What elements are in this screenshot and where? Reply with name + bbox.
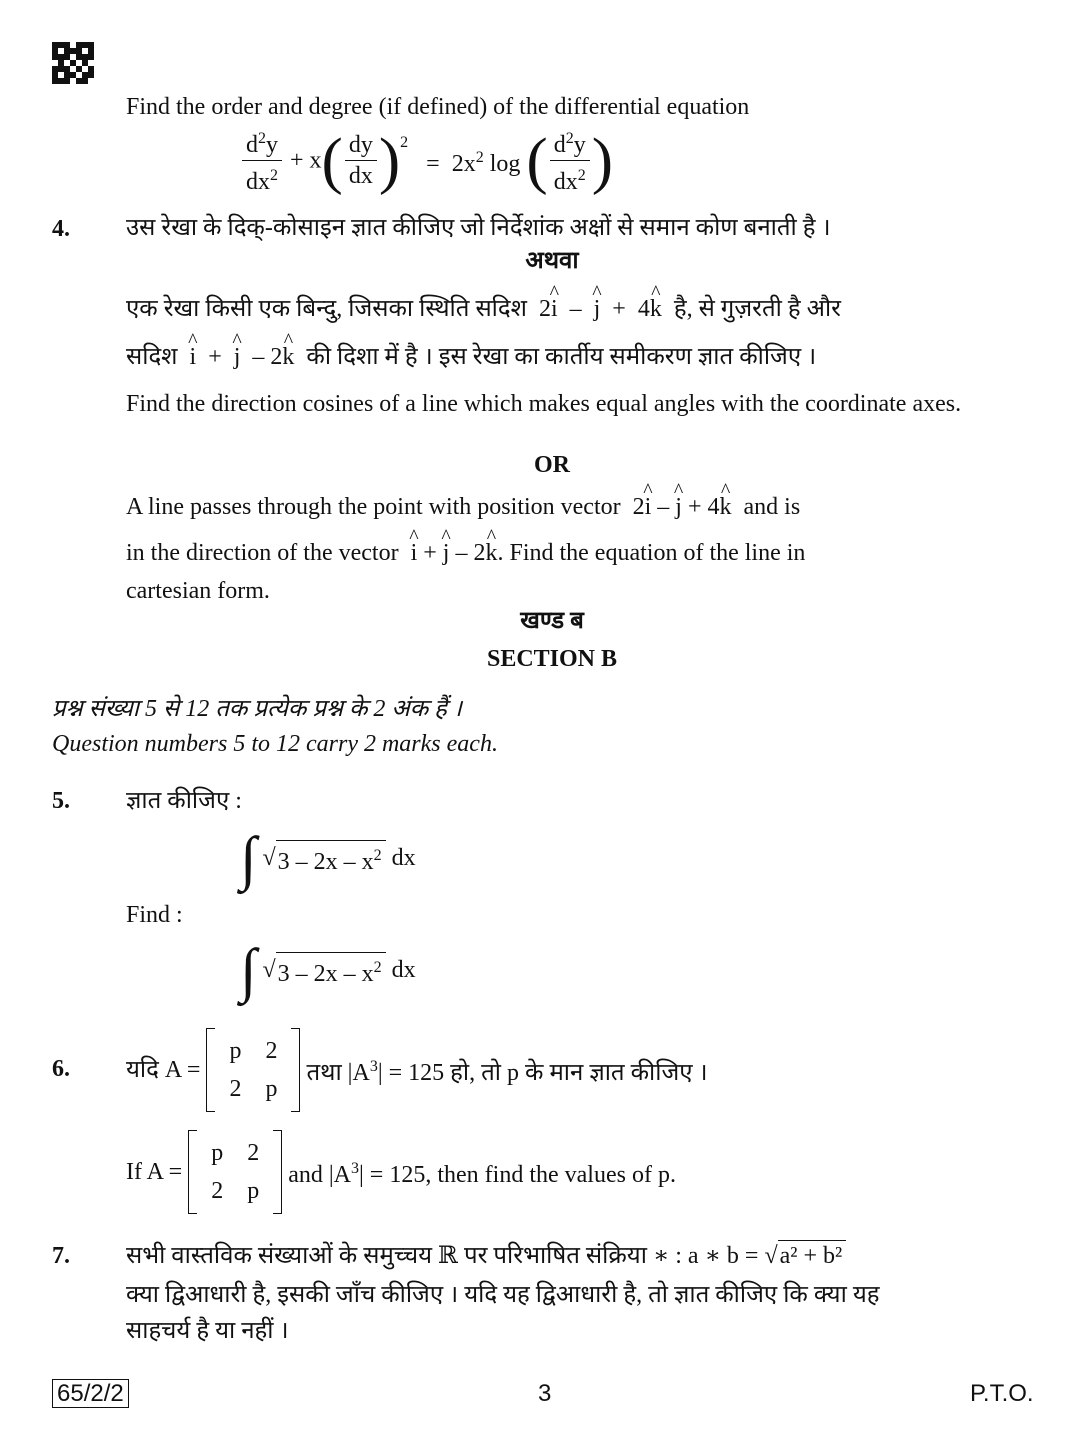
matrix-cell: 2 <box>247 1140 260 1166</box>
q3-differential-equation: $\frac{d^2y}{dx^2}$ + x( $\frac{dy}{dx}$ )$^2 = 2x^2$ log ( $\frac{d^2y}{dx^2}$ ) <box>240 124 613 197</box>
integral-sign-icon: ∫ <box>240 825 257 891</box>
q7-sqrt-expr: a² + b² <box>778 1240 847 1271</box>
q4-en-vector-1: 2^ i – ^ j + 4^ k <box>627 494 738 520</box>
question-paper-code: 65/2/2 <box>52 1379 129 1408</box>
q5-en-text: Find : <box>126 902 183 928</box>
q6-matrix-hi <box>206 1028 300 1112</box>
q7-hi-line1-text: सभी वास्तविक संख्याओं के समुच्चय ℝ पर परिभाषित संक्रिया ∗ : a ∗ b = <box>126 1243 759 1269</box>
q6-number: 6. <box>52 1056 70 1082</box>
qr-code <box>52 42 94 84</box>
q6-en-a: If A = <box>126 1159 183 1185</box>
q5-hi-integral: ∫ $√3 - 2x - x^2$ dx <box>240 825 416 891</box>
q4-en-alt-e: cartesian form. <box>126 578 270 604</box>
q6-hi-a: यदि A = <box>126 1057 201 1083</box>
q4-en-alt-d: . Find the equation of the line in <box>497 540 806 566</box>
q5-number: 5. <box>52 788 70 814</box>
q5-hi-text: ज्ञात कीजिए : <box>126 788 242 814</box>
q5-en-integral: ∫ $√3 - 2x - x^2$ dx <box>240 937 416 1003</box>
q5-dx-en: dx <box>391 957 416 983</box>
pto-label: P.T.O. <box>970 1380 1034 1407</box>
q4-hi-main: उस रेखा के दिक्-कोसाइन ज्ञात कीजिए जो निर्देशांक अक्षों से समान कोण बनाती है । <box>126 215 831 241</box>
q6-hi-line: यदि A = p 2 2 p तथा $|A^3| = 125$ हो, तो p के मान ज्ञात कीजिए । <box>126 1028 708 1112</box>
page-number: 3 <box>538 1380 552 1407</box>
q5-integrand: 3 – 2x – x <box>277 848 374 875</box>
footer-code <box>52 1380 129 1408</box>
q4-hi-or: अथवा <box>525 248 579 274</box>
matrix-cell: p <box>211 1140 224 1166</box>
q6-matrix-en <box>188 1130 282 1214</box>
q4-number: 4. <box>52 216 70 242</box>
integral-sign-icon: ∫ <box>240 937 257 1003</box>
q4-hi-alt-line2-a: सदिश <box>126 344 178 370</box>
q4-en-alt-b: and is <box>743 494 801 520</box>
matrix-cell: 2 <box>211 1178 224 1204</box>
section-hi-note: प्रश्न संख्या 5 से 12 तक प्रत्येक प्रश्न के 2 अंक हैं । <box>52 696 462 722</box>
q4-en-or: OR <box>534 452 570 478</box>
q4-en-vector-2: ^ i + ^ j – 2^ k <box>405 540 498 566</box>
q6-en-c: | = 125, then find the values of p. <box>359 1162 676 1188</box>
q6-en-line: If A = p 2 2 p and $|A^3| = 125$, then find the values of p. <box>126 1130 676 1214</box>
q4-hi-alt-line1 <box>126 294 841 324</box>
q4-en-alt-line1 <box>126 492 800 522</box>
q4-hi-alt-line2-b: की दिशा में है । इस रेखा का कार्तीय समीकरण ज्ञात कीजिए । <box>306 344 817 370</box>
q6-hi-b: तथा |A <box>306 1060 370 1086</box>
q4-en-alt-line2 <box>126 538 805 568</box>
q4-en-main: Find the direction cosines of a line which makes equal angles with the coordinate axes. <box>126 391 962 417</box>
section-hi-title: खण्ड ब <box>520 608 584 634</box>
q7-hi-line3: साहचर्य है या नहीं । <box>126 1318 289 1344</box>
matrix-cell: p <box>247 1178 260 1204</box>
q6-hi-c: | = 125 हो, तो p के मान ज्ञात कीजिए । <box>377 1060 708 1086</box>
q4-hi-vector-1: 2^ i – ^ j + 4^ k <box>533 296 668 322</box>
matrix-cell: 2 <box>265 1038 278 1064</box>
section-en-note: Question numbers 5 to 12 carry 2 marks each. <box>52 731 498 757</box>
q7-number: 7. <box>52 1243 70 1269</box>
q5-integrand-en: 3 – 2x – x <box>277 960 374 987</box>
q7-hi-line2: क्या द्विआधारी है, इसकी जाँच कीजिए । यदि यह द्विआधारी है, तो ज्ञात कीजिए कि क्या यह <box>126 1282 880 1308</box>
q3-or-text: Find the order and degree (if defined) of the differential equation <box>126 94 750 120</box>
q6-en-b: and |A <box>288 1162 351 1188</box>
q4-hi-alt-line2 <box>126 342 816 372</box>
q4-hi-vector-2: ^ i + ^ j – 2^ k <box>184 344 301 370</box>
matrix-cell: p <box>229 1038 242 1064</box>
q4-en-alt-c: in the direction of the vector <box>126 540 399 566</box>
q4-hi-alt-line1-a: एक रेखा किसी एक बिन्दु, जिसका स्थिति सदिश <box>126 296 527 322</box>
matrix-cell: 2 <box>229 1076 242 1102</box>
q4-en-alt-a: A line passes through the point with position vector <box>126 494 621 520</box>
matrix-cell: p <box>265 1076 278 1102</box>
section-en-title: SECTION B <box>486 646 618 672</box>
q7-hi-line1: सभी वास्तविक संख्याओं के समुच्चय ℝ पर परिभाषित संक्रिया ∗ : a ∗ b = √a² + b² <box>126 1240 846 1271</box>
q4-hi-alt-line1-b: है, से गुज़रती है और <box>673 296 841 322</box>
q5-dx: dx <box>391 845 416 871</box>
